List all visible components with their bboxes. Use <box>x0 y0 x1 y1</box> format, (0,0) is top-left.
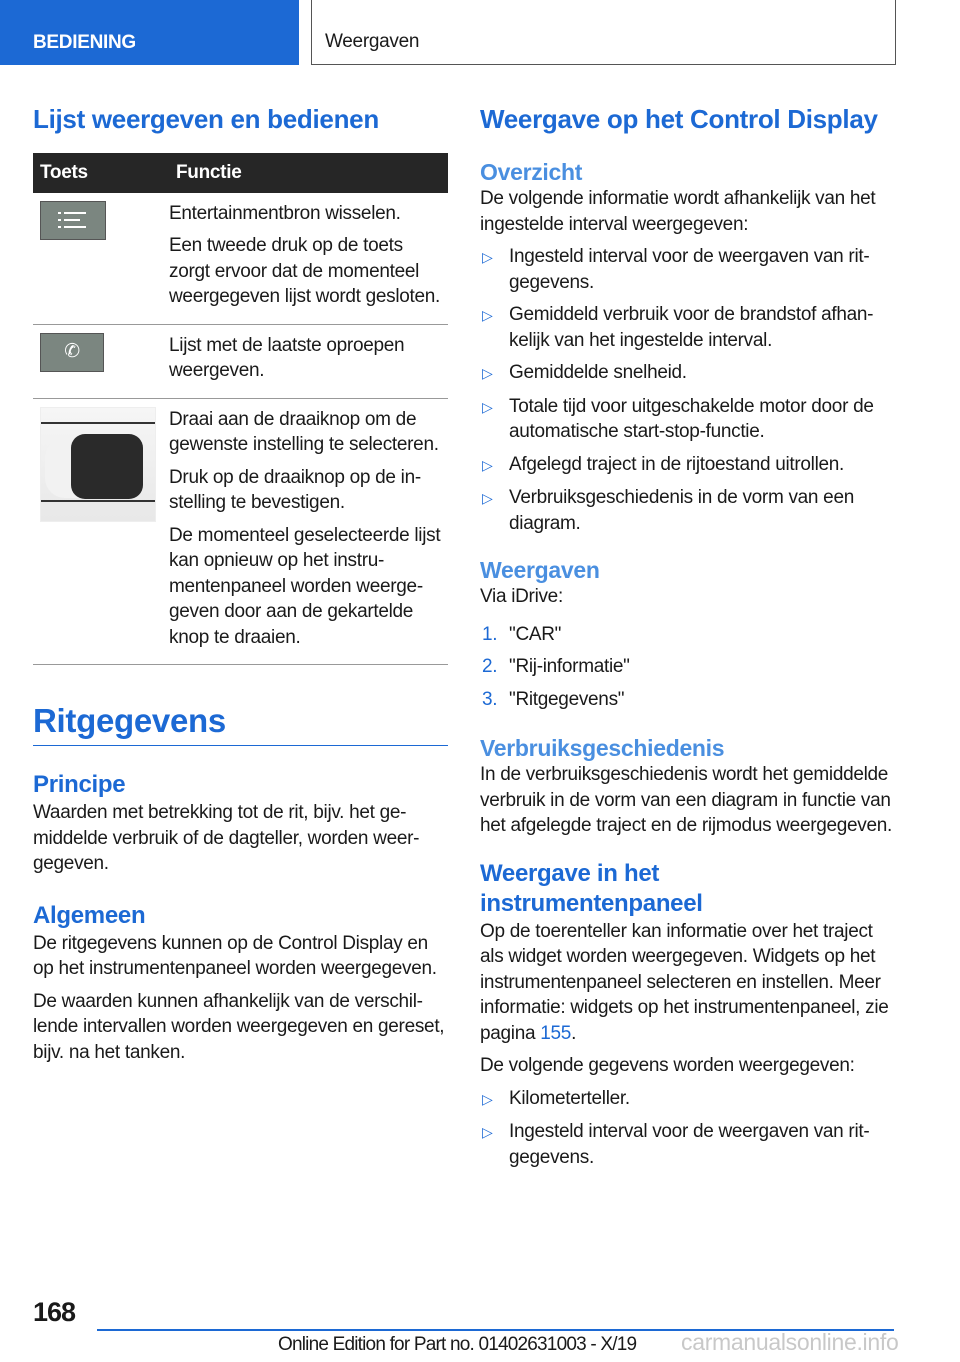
verbruik-text: In de verbruiksgeschiedenis wordt het gemiddelde verbruik in de vorm van een diagram in functie van het afgelegde traject en de rijmodus weergegeven. <box>480 764 893 836</box>
list-item-text: Kilometerteller. <box>509 1087 630 1109</box>
bullet-list <box>480 244 895 536</box>
heading-algemeen: Algemeen <box>33 901 146 929</box>
page-link[interactable]: 155 <box>540 1022 572 1044</box>
heading-control-display: Weergave op het Control Display <box>480 104 878 134</box>
list-item <box>480 302 895 353</box>
overzicht-text: De volgende informatie wordt afhankelijk van het ingestelde interval weergegeven: <box>480 188 876 235</box>
list-item <box>480 452 895 479</box>
via-text: Via iDrive: <box>480 586 563 607</box>
list-item <box>480 687 895 713</box>
table-row <box>33 398 448 665</box>
bullet-triangle-icon: ▷ <box>482 1124 493 1140</box>
list-item <box>480 654 895 680</box>
bullet-triangle-icon: ▷ <box>482 249 493 265</box>
list-item <box>480 485 895 536</box>
row-text: Draai aan de draaiknop om de gewenste instelling te selecteren. Druk op de draaiknop op de instelling te bevestigen. De momenteel geselecteerde lijst kan opnieuw op het instrumentenpaneel worden weergegeven door aan de gekartelde knop te draaien. <box>169 398 448 665</box>
watermark: carmanualsonline.info <box>681 1329 899 1355</box>
steps-list <box>480 622 895 713</box>
bullet-triangle-icon: ▷ <box>482 456 493 473</box>
list-item <box>480 622 895 648</box>
heading-ritgegevens: Ritgegevens <box>33 701 448 746</box>
list-icon <box>40 201 106 240</box>
bullet-triangle-icon: ▷ <box>482 490 493 506</box>
bullet-triangle-icon: ▷ <box>482 1090 493 1107</box>
page-number: 168 <box>33 1297 76 1327</box>
page-header-title: Weergaven <box>311 0 896 65</box>
table-row <box>33 193 448 325</box>
left-column <box>33 104 448 1072</box>
algemeen-text: De waarden kunnen afhankelijk van de verschillende intervallen worden weergegeven en gereset, bijv. na het tanken. <box>33 990 445 1063</box>
controls-table <box>33 153 448 665</box>
heading-weergaven: Weergaven <box>480 557 600 583</box>
step-number: 3. <box>482 688 498 710</box>
bullet-triangle-icon: ▷ <box>482 307 493 323</box>
list-item <box>480 1086 895 1113</box>
list-item-text: Ingesteld interval voor de weergaven van ritgegevens. <box>509 1121 870 1168</box>
list-item-text: Ingesteld interval voor de weergaven van ritgegevens. <box>509 246 870 293</box>
bullet-list <box>480 1086 895 1171</box>
list-item-text: Afgelegd traject in de rijtoestand uitrollen. <box>509 453 845 475</box>
list-item-text: Gemiddeld verbruik voor de brandstof afhankelijk van het ingestelde interval. <box>509 304 874 351</box>
list-item <box>480 394 895 445</box>
list-item-text: Verbruiksgeschiedenis in de vorm van een diagram. <box>509 487 854 534</box>
heading-overzicht: Overzicht <box>480 159 583 185</box>
list-item <box>480 1119 895 1170</box>
list-item-text: Gemiddelde snelheid. <box>509 362 687 383</box>
list-item-text: "CAR" <box>509 623 562 645</box>
list-item-text: Totale tijd voor uitgeschakelde motor door de automatische start-stop-functie. <box>509 395 874 442</box>
list-item <box>480 244 895 295</box>
volgende-text: De volgende gegevens worden weergegeven: <box>480 1055 855 1076</box>
heading-instrumentenpaneel: Weergave in het instrumentenpaneel <box>480 859 703 917</box>
algemeen-text: De ritgegevens kunnen op de Control Display en op het instrumentenpaneel worden weergegeven. <box>33 932 437 979</box>
section-tab: BEDIENING <box>0 0 299 65</box>
row-text: Lijst met de laatste oproepen weergeven. <box>169 324 448 398</box>
table-row <box>33 324 448 398</box>
heading-list: Lijst weergeven en bedienen <box>33 104 379 134</box>
principe-text: Waarden met betrekking tot de rit, bijv. het gemiddelde verbruik of de dagteller, worden weergegeven. <box>33 802 420 874</box>
step-number: 2. <box>482 656 498 677</box>
step-number: 1. <box>482 623 498 645</box>
row-text: Entertainmentbron wisselen. Een tweede druk op de toets zorgt ervoor dat de momenteel weergegeven lijst wordt gesloten. <box>169 193 448 325</box>
heading-verbruik: Verbruiksgeschiedenis <box>480 735 725 761</box>
bullet-triangle-icon: ▷ <box>482 365 493 381</box>
instr-text: Op de toerenteller kan informatie over het traject als widget worden weergegeven. Widgets op het instrumentenpaneel selecteren en instellen. Meer informatie: widgets op het instrumentenpaneel, zie pagina 155. <box>480 920 889 1044</box>
th-toets: Toets <box>33 153 169 193</box>
list-item-text: "Ritgegevens" <box>509 688 625 710</box>
list-item <box>480 360 895 387</box>
right-column <box>480 104 895 1177</box>
bullet-triangle-icon: ▷ <box>482 398 493 415</box>
phone-icon: ✆ <box>40 333 104 372</box>
heading-principe: Principe <box>33 771 126 798</box>
list-item-text: "Rij-informatie" <box>509 656 630 677</box>
controller-knob-image <box>40 407 156 522</box>
edition-text: Online Edition for Part no. 01402631003 - X/19 <box>278 1334 637 1355</box>
th-functie: Functie <box>169 153 448 193</box>
